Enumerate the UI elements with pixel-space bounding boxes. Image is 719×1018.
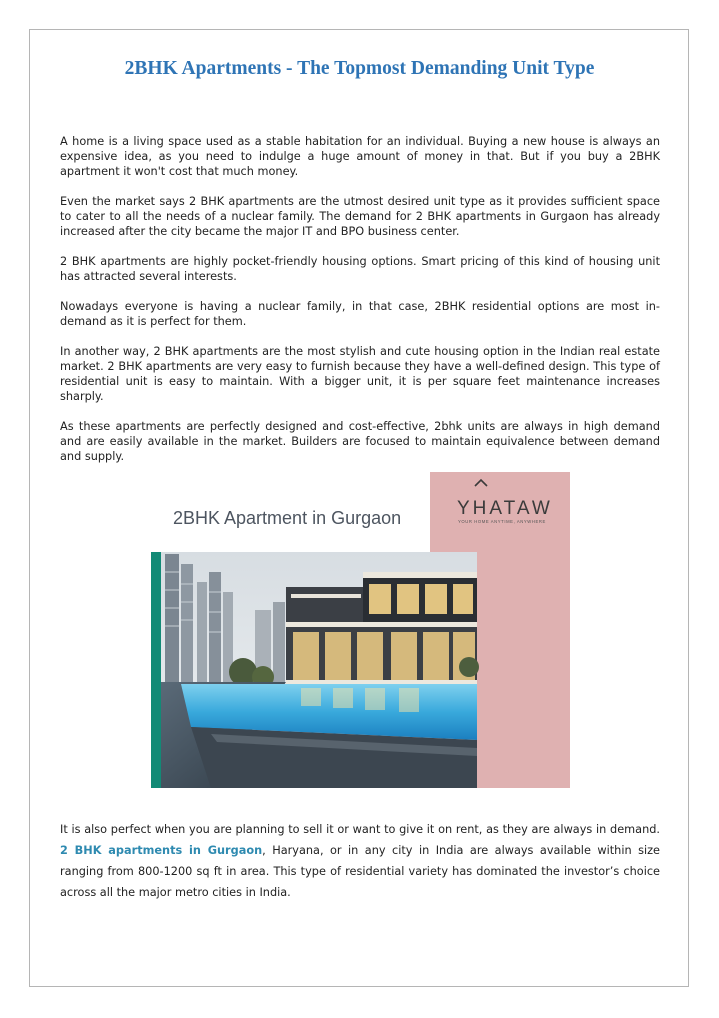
brand-wordmark: YHATAW bbox=[457, 498, 553, 519]
paragraph-pricing: 2 BHK apartments are highly pocket-friendly housing options. Smart pricing of this kind of housing unit has attracted several interests. bbox=[60, 255, 660, 283]
paragraph-intro: A home is a living space used as a stable habitation for an individual. Buying a new house is always an expensive idea, as you need to indulge a huge amount of money in that. But if you buy a 2BHK apartment it won't cost that much money. bbox=[60, 135, 660, 178]
banner-image bbox=[151, 472, 570, 788]
brand-tagline: YOUR HOME ANYTIME, ANYWHERE bbox=[458, 519, 546, 524]
paragraph-demand: As these apartments are perfectly designed and cost-effective, 2bhk units are always in high demand and are easily available in the market. Builders are focused to maintain equivalence between demand and supply. bbox=[60, 420, 660, 463]
document-body bbox=[60, 134, 660, 479]
paragraph-style: In another way, 2 BHK apartments are the most stylish and cute housing option in the Indian real estate market. 2 BHK apartments are very easy to furnish because they have a well-defined design. This type of residential unit is easy to maintain. With a bigger unit, it is per square feet maintenance increases sharply. bbox=[60, 345, 660, 403]
gurgaon-apartments-link[interactable]: 2 BHK apartments in Gurgaon bbox=[60, 844, 263, 857]
closing-paragraph bbox=[60, 819, 660, 903]
paragraph-nuclear-family: Nowadays everyone is having a nuclear family, in that case, 2BHK residential options are most in-demand as it is perfect for them. bbox=[60, 300, 660, 328]
apartment-photo bbox=[161, 552, 479, 788]
document-title: 2BHK Apartments - The Topmost Demanding Unit Type bbox=[124, 58, 595, 79]
banner-illustration bbox=[151, 472, 570, 788]
paragraph-market: Even the market says 2 BHK apartments are the utmost desired unit type as it provides sufficient space to cater to all the needs of a nuclear family. The demand for 2 BHK apartments in Gurgaon has already increased after the city became the major IT and BPO business center. bbox=[60, 195, 660, 238]
closing-text-after: , Haryana, or in any city in India are always available within size ranging from 800-1200 sq ft in area. This type of residential variety has dominated the investor’s choice across all the major metro cities in India. bbox=[60, 844, 660, 899]
banner-heading: 2BHK Apartment in Gurgaon bbox=[173, 508, 402, 528]
closing-text-before: It is also perfect when you are planning to sell it or want to give it on rent, as they are always in demand. bbox=[60, 823, 660, 836]
